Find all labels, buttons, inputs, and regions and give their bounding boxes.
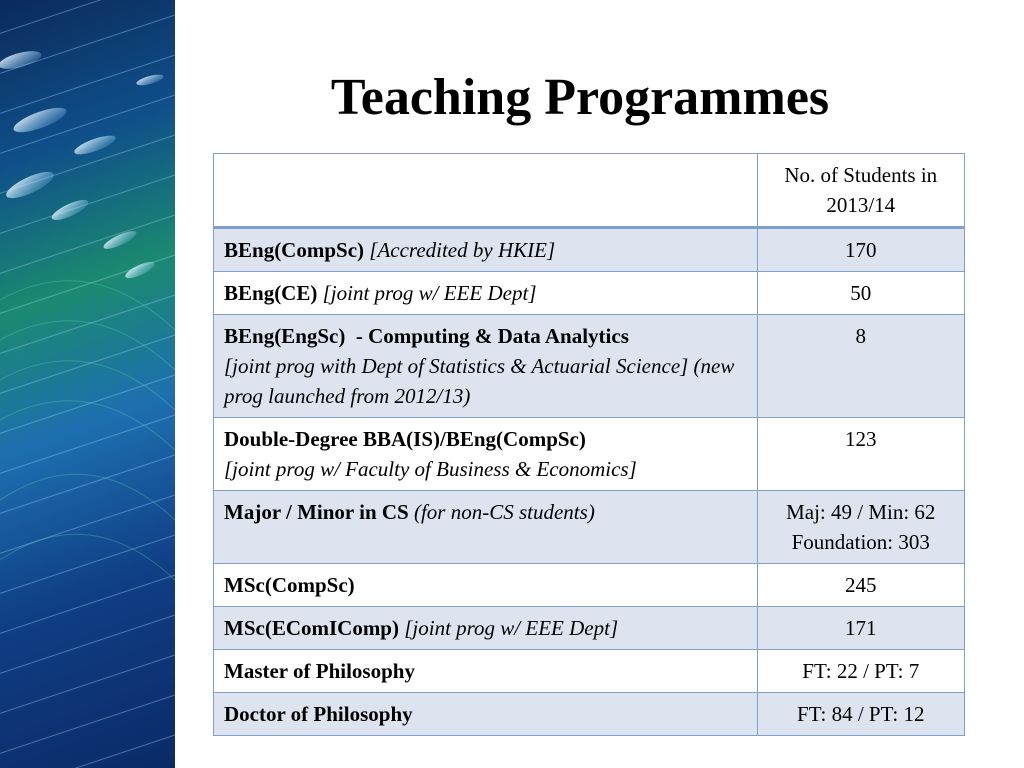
students-cell xyxy=(757,491,965,564)
programme-name: Double-Degree BBA(IS)/BEng(CompSc) xyxy=(224,427,586,451)
programme-name: MSc(CompSc) xyxy=(224,573,355,597)
programme-name: Major / Minor in CS xyxy=(224,500,409,524)
table-row xyxy=(214,607,965,650)
programme-cell xyxy=(214,315,758,418)
table-row xyxy=(214,491,965,564)
programme-cell xyxy=(214,272,758,315)
table-row xyxy=(214,272,965,315)
students-cell: FT: 22 / PT: 7 xyxy=(757,650,965,693)
students-value-2: Foundation: 303 xyxy=(791,530,930,554)
table-row xyxy=(214,693,965,736)
students-cell: 170 xyxy=(757,228,965,272)
students-value: Maj: 49 / Min: 62 xyxy=(786,500,936,524)
decorative-side-image xyxy=(0,0,175,768)
slide-title: Teaching Programmes xyxy=(330,69,830,126)
table-header-row xyxy=(214,154,965,228)
programme-cell xyxy=(214,607,758,650)
programme-note: (for non-CS students) xyxy=(413,500,595,524)
students-cell: 123 xyxy=(757,418,965,491)
programme-name: BEng(CE) xyxy=(224,281,318,305)
students-cell: 245 xyxy=(757,564,965,607)
students-cell: 171 xyxy=(757,607,965,650)
students-cell: FT: 84 / PT: 12 xyxy=(757,693,965,736)
programme-name: MSc(EComIComp) xyxy=(224,616,399,640)
programme-note: [joint prog w/ Faculty of Business & Economics] xyxy=(224,457,637,481)
programme-name: Doctor of Philosophy xyxy=(224,702,413,726)
header-programme-cell xyxy=(214,154,758,228)
students-cell: 50 xyxy=(757,272,965,315)
programme-name: BEng(CompSc) xyxy=(224,238,365,262)
students-cell: 8 xyxy=(757,315,965,418)
programme-note: [joint prog w/ EEE Dept] xyxy=(404,616,619,640)
programme-note: [joint prog with Dept of Statistics & Actuarial Science] (new prog launched from 2012/13) xyxy=(224,354,735,408)
programme-cell xyxy=(214,491,758,564)
programme-name: Master of Philosophy xyxy=(224,659,415,683)
programme-cell xyxy=(214,418,758,491)
table-row xyxy=(214,228,965,272)
programme-note: [joint prog w/ EEE Dept] xyxy=(322,281,537,305)
table-row xyxy=(214,418,965,491)
table-row xyxy=(214,564,965,607)
table-row xyxy=(214,650,965,693)
programmes-table xyxy=(213,153,965,736)
table-row xyxy=(214,315,965,418)
programme-cell xyxy=(214,564,758,607)
light-streaks-graphic xyxy=(0,0,175,768)
programme-note: [Accredited by HKIE] xyxy=(369,238,556,262)
header-students-cell: No. of Students in 2013/14 xyxy=(757,154,965,228)
programme-cell xyxy=(214,693,758,736)
programme-cell xyxy=(214,228,758,272)
programme-cell xyxy=(214,650,758,693)
programme-name: BEng(EngSc) - Computing & Data Analytics xyxy=(224,324,629,348)
